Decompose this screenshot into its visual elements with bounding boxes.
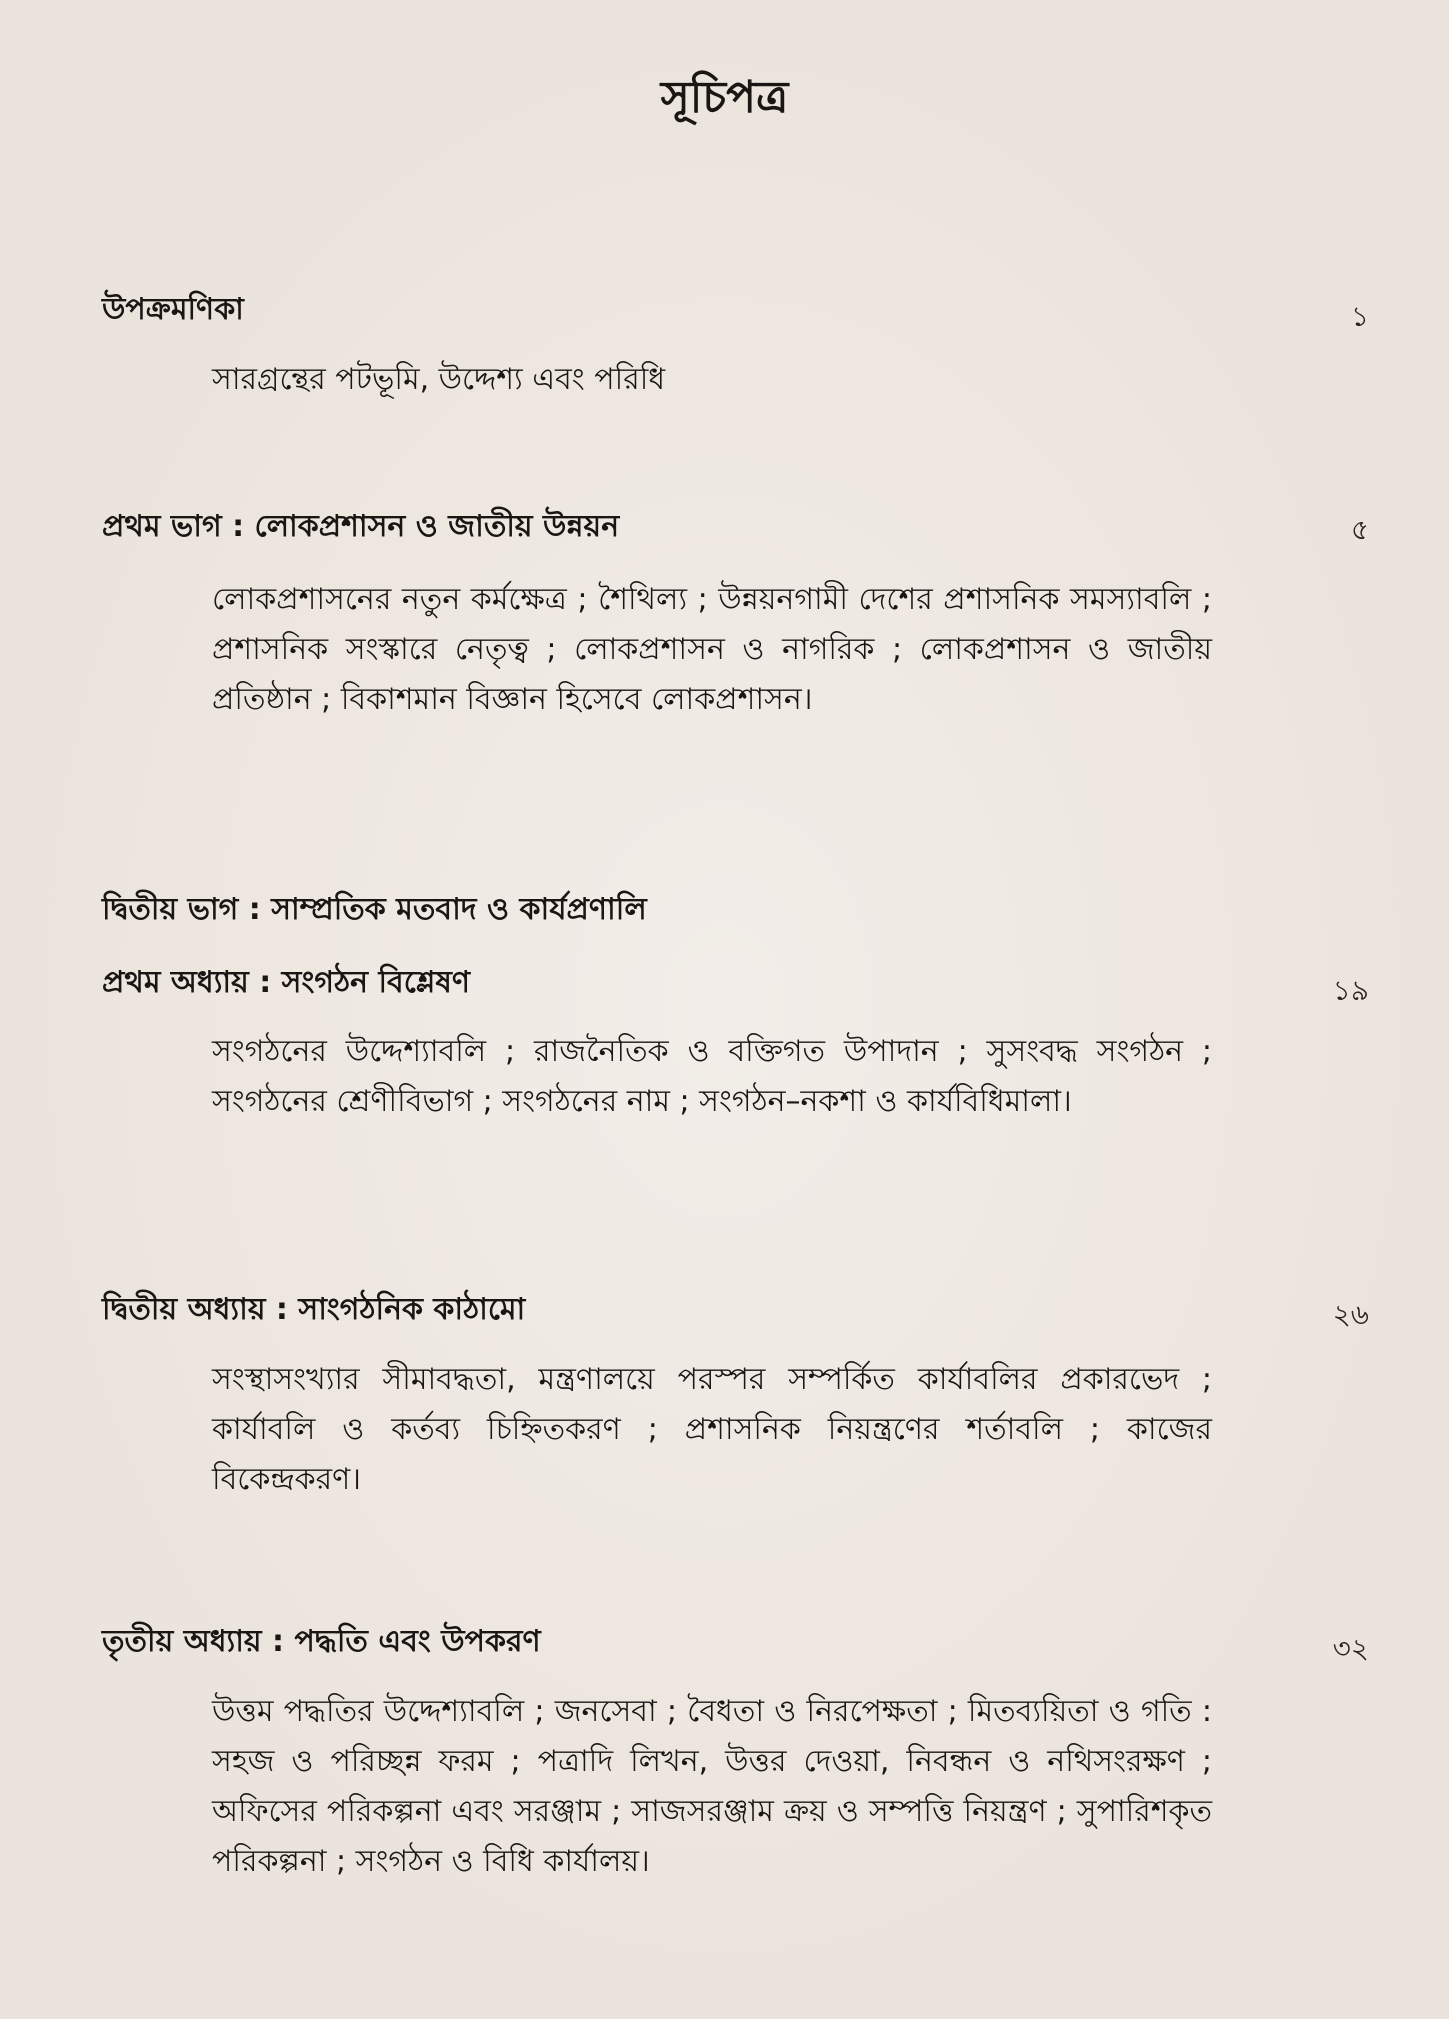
entry-description: সারগ্রন্থের পটভূমি, উদ্দেশ্য এবং পরিধি xyxy=(212,362,666,397)
page-number: ১৯ xyxy=(1332,974,1369,1007)
entry-heading: দ্বিতীয় অধ্যায় : সাংগঠনিক কাঠামো xyxy=(102,1292,526,1327)
page-title: সূচিপত্র xyxy=(660,72,789,123)
entry-heading: প্রথম অধ্যায় : সংগঠন বিশ্লেষণ xyxy=(102,965,471,1000)
page-number: ১ xyxy=(1350,300,1369,333)
entry-description: সংস্থাসংখ্যার সীমাবদ্ধতা, মন্ত্রণালয়ে পরস্পর সম্পর্কিত কার্যাবলির প্রকারভেদ ; কার্যাবলি ও কর্তব্য চিহ্নিতকরণ ; প্রশাসনিক নিয়ন্ত্রণের শর্তাবলি ; কাজের বিকেন্দ্রকরণ। xyxy=(212,1362,1212,1497)
part-heading: দ্বিতীয় ভাগ : সাম্প্রতিক মতবাদ ও কার্যপ্রণালি xyxy=(102,892,647,927)
entry-heading: উপক্রমণিকা xyxy=(102,292,244,327)
entry-description: সংগঠনের উদ্দেশ্যাবলি ; রাজনৈতিক ও বক্তিগত উপাদান ; সুসংবদ্ধ সংগঠন ; সংগঠনের শ্রেণীবিভাগ ; সংগঠনের নাম ; সংগঠন–নকশা ও কার্যবিধিমালা। xyxy=(212,1034,1212,1119)
entry-description: লোকপ্রশাসনের নতুন কর্মক্ষেত্র ; শৈথিল্য ; উন্নয়নগামী দেশের প্রশাসনিক সমস্যাবলি ; প্রশাসনিক সংস্কারে নেতৃত্ব ; লোকপ্রশাসন ও নাগরিক ; লোকপ্রশাসন ও জাতীয় প্রতিষ্ঠান ; বিকাশমান বিজ্ঞান হিসেবে লোকপ্রশাসন। xyxy=(212,582,1212,717)
entry-heading: তৃতীয় অধ্যায় : পদ্ধতি এবং উপকরণ xyxy=(102,1624,541,1659)
page-number: ৫ xyxy=(1350,513,1369,546)
page-number: ৩২ xyxy=(1332,1632,1369,1665)
entry-description: উত্তম পদ্ধতির উদ্দেশ্যাবলি ; জনসেবা ; বৈধতা ও নিরপেক্ষতা ; মিতব্যয়িতা ও গতি : সহজ ও পরিচ্ছন্ন ফরম ; পত্রাদি লিখন, উত্তর দেওয়া, নিবন্ধন ও নথিসংরক্ষণ ; অফিসের পরিকল্পনা এবং সরঞ্জাম ; সাজসরঞ্জাম ক্রয় ও সম্পত্তি নিয়ন্ত্রণ ; সুপারিশকৃত পরিকল্পনা ; সংগঠন ও বিধি কার্যালয়। xyxy=(212,1694,1212,1879)
entry-heading: প্রথম ভাগ : লোকপ্রশাসন ও জাতীয় উন্নয়ন xyxy=(102,509,620,544)
page-number: ২৬ xyxy=(1332,1298,1369,1331)
